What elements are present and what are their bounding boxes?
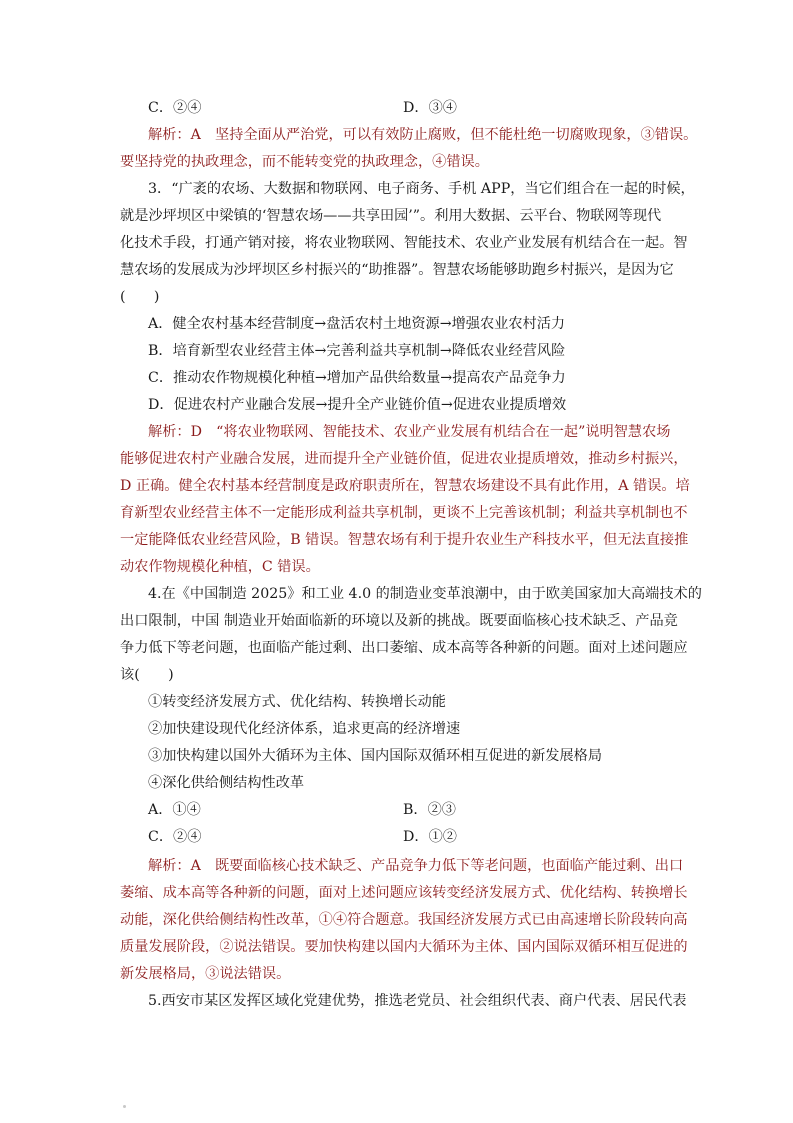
analysis-4-line-4: 质量发展阶段，②说法错误。要加快构建以国内大循环为主体、国内国际双循环相互促进的 bbox=[120, 939, 688, 955]
question-4-option-b: B．②③ bbox=[403, 802, 456, 818]
question-3-option-d: D．促进农村产业融合发展→提升全产业链价值→促进农业提质增效 bbox=[148, 397, 567, 413]
question-3-option-b: B．培育新型农业经营主体→完善利益共享机制→降低农业经营风险 bbox=[148, 343, 566, 359]
question-3-line-3: 化技术手段，打通产销对接，将农业物联网、智能技术、农业产业发展有机结合在一起。智 bbox=[120, 235, 688, 251]
analysis-3-line-4: 育新型农业经营主体不一定能形成利益共享机制，更谈不上完善该机制；利益共享机制也不 bbox=[120, 505, 688, 521]
analysis-2-line-1: 解析：A 坚持全面从严治党，可以有效防止腐败，但不能杜绝一切腐败现象，③错误。 bbox=[148, 127, 698, 143]
question-4-line-2: 出口限制，中国 制造业开始面临新的环境以及新的挑战。既要面临核心技术缺乏、产品竞 bbox=[120, 613, 678, 629]
analysis-4-line-1: 解析：A 既要面临核心技术缺乏、产品竞争力低下等老问题，也面临产能过剩、出口 bbox=[148, 858, 684, 874]
question-3-line-4: 慧农场的发展成为沙坪坝区乡村振兴的“助推器”。智慧农场能够助跑乡村振兴，是因为它 bbox=[120, 262, 674, 278]
question-4-line-3: 争力低下等老问题，也面临产能过剩、出口萎缩、成本高等各种新的问题。面对上述问题应 bbox=[120, 640, 688, 656]
question-3-option-c: C．推动农作物规模化种植→增加产品供给数量→提高农产品竞争力 bbox=[148, 370, 566, 386]
question-4-option-a: A．①④ bbox=[148, 802, 201, 818]
question-4-option-c: C．②④ bbox=[148, 829, 202, 845]
question-3-line-1: 3．“广袤的农场、大数据和物联网、电子商务、手机 APP，当它们组合在一起的时候， bbox=[148, 181, 695, 197]
scan-speck bbox=[123, 1105, 126, 1108]
analysis-3-line-6: 动农作物规模化种植，C 错误。 bbox=[120, 559, 320, 575]
analysis-4-line-3: 动能，深化供给侧结构性改革，①④符合题意。我国经济发展方式已由高速增长阶段转向高 bbox=[120, 912, 688, 928]
analysis-3-line-1: 解析：D “将农业物联网、智能技术、农业产业发展有机结合在一起”说明智慧农场 bbox=[148, 424, 671, 440]
analysis-3-line-5: 一定能降低农业经营风险，B 错误。智慧农场有利于提升农业生产科技水平，但无法直接推 bbox=[120, 532, 689, 548]
question-4-option-d: D．①② bbox=[403, 829, 457, 845]
question-3-option-a: A．健全农村基本经营制度→盘活农村土地资源→增强农业农村活力 bbox=[148, 316, 566, 332]
analysis-4-line-2: 萎缩、成本高等各种新的问题，面对上述问题应该转变经济发展方式、优化结构、转换增长 bbox=[120, 885, 688, 901]
question-4-line-1: 4.在《中国制造 2025》和工业 4.0 的制造业变革浪潮中，由于欧美国家加大高端技术的 bbox=[148, 586, 702, 602]
question-4-line-4: 该( ) bbox=[120, 667, 174, 683]
question-5-line-1: 5.西安市某区发挥区域化党建优势，推选老党员、社会组织代表、商户代表、居民代表 bbox=[148, 993, 687, 1009]
analysis-3-line-2: 能够促进农村产业融合发展，进而提升全产业链价值，促进农业提质增效，推动乡村振兴， bbox=[120, 451, 688, 467]
analysis-4-line-5: 新发展格局，③说法错误。 bbox=[120, 966, 291, 982]
question-4-item-2: ②加快建设现代化经济体系，追求更高的经济增速 bbox=[148, 721, 461, 737]
question-3-answer-blank: ( ) bbox=[120, 289, 160, 305]
question-4-item-1: ①转变经济发展方式、优化结构、转换增长动能 bbox=[148, 694, 446, 710]
question-4-item-3: ③加快构建以国外大循环为主体、国内国际双循环相互促进的新发展格局 bbox=[148, 748, 603, 764]
option-d-prev: D．③④ bbox=[403, 100, 457, 116]
analysis-3-line-3: D 正确。健全农村基本经营制度是政府职责所在，智慧农场建设不具有此作用，A 错误。培 bbox=[120, 478, 690, 494]
option-c-prev: C．②④ bbox=[148, 100, 202, 116]
analysis-2-line-2: 要坚持党的执政理念，而不能转变党的执政理念，④错误。 bbox=[120, 154, 489, 170]
question-3-line-2: 就是沙坪坝区中梁镇的‘智慧农场——共享田园’”。利用大数据、云平台、物联网等现代 bbox=[120, 208, 662, 224]
question-4-item-4: ④深化供给侧结构性改革 bbox=[148, 775, 305, 791]
